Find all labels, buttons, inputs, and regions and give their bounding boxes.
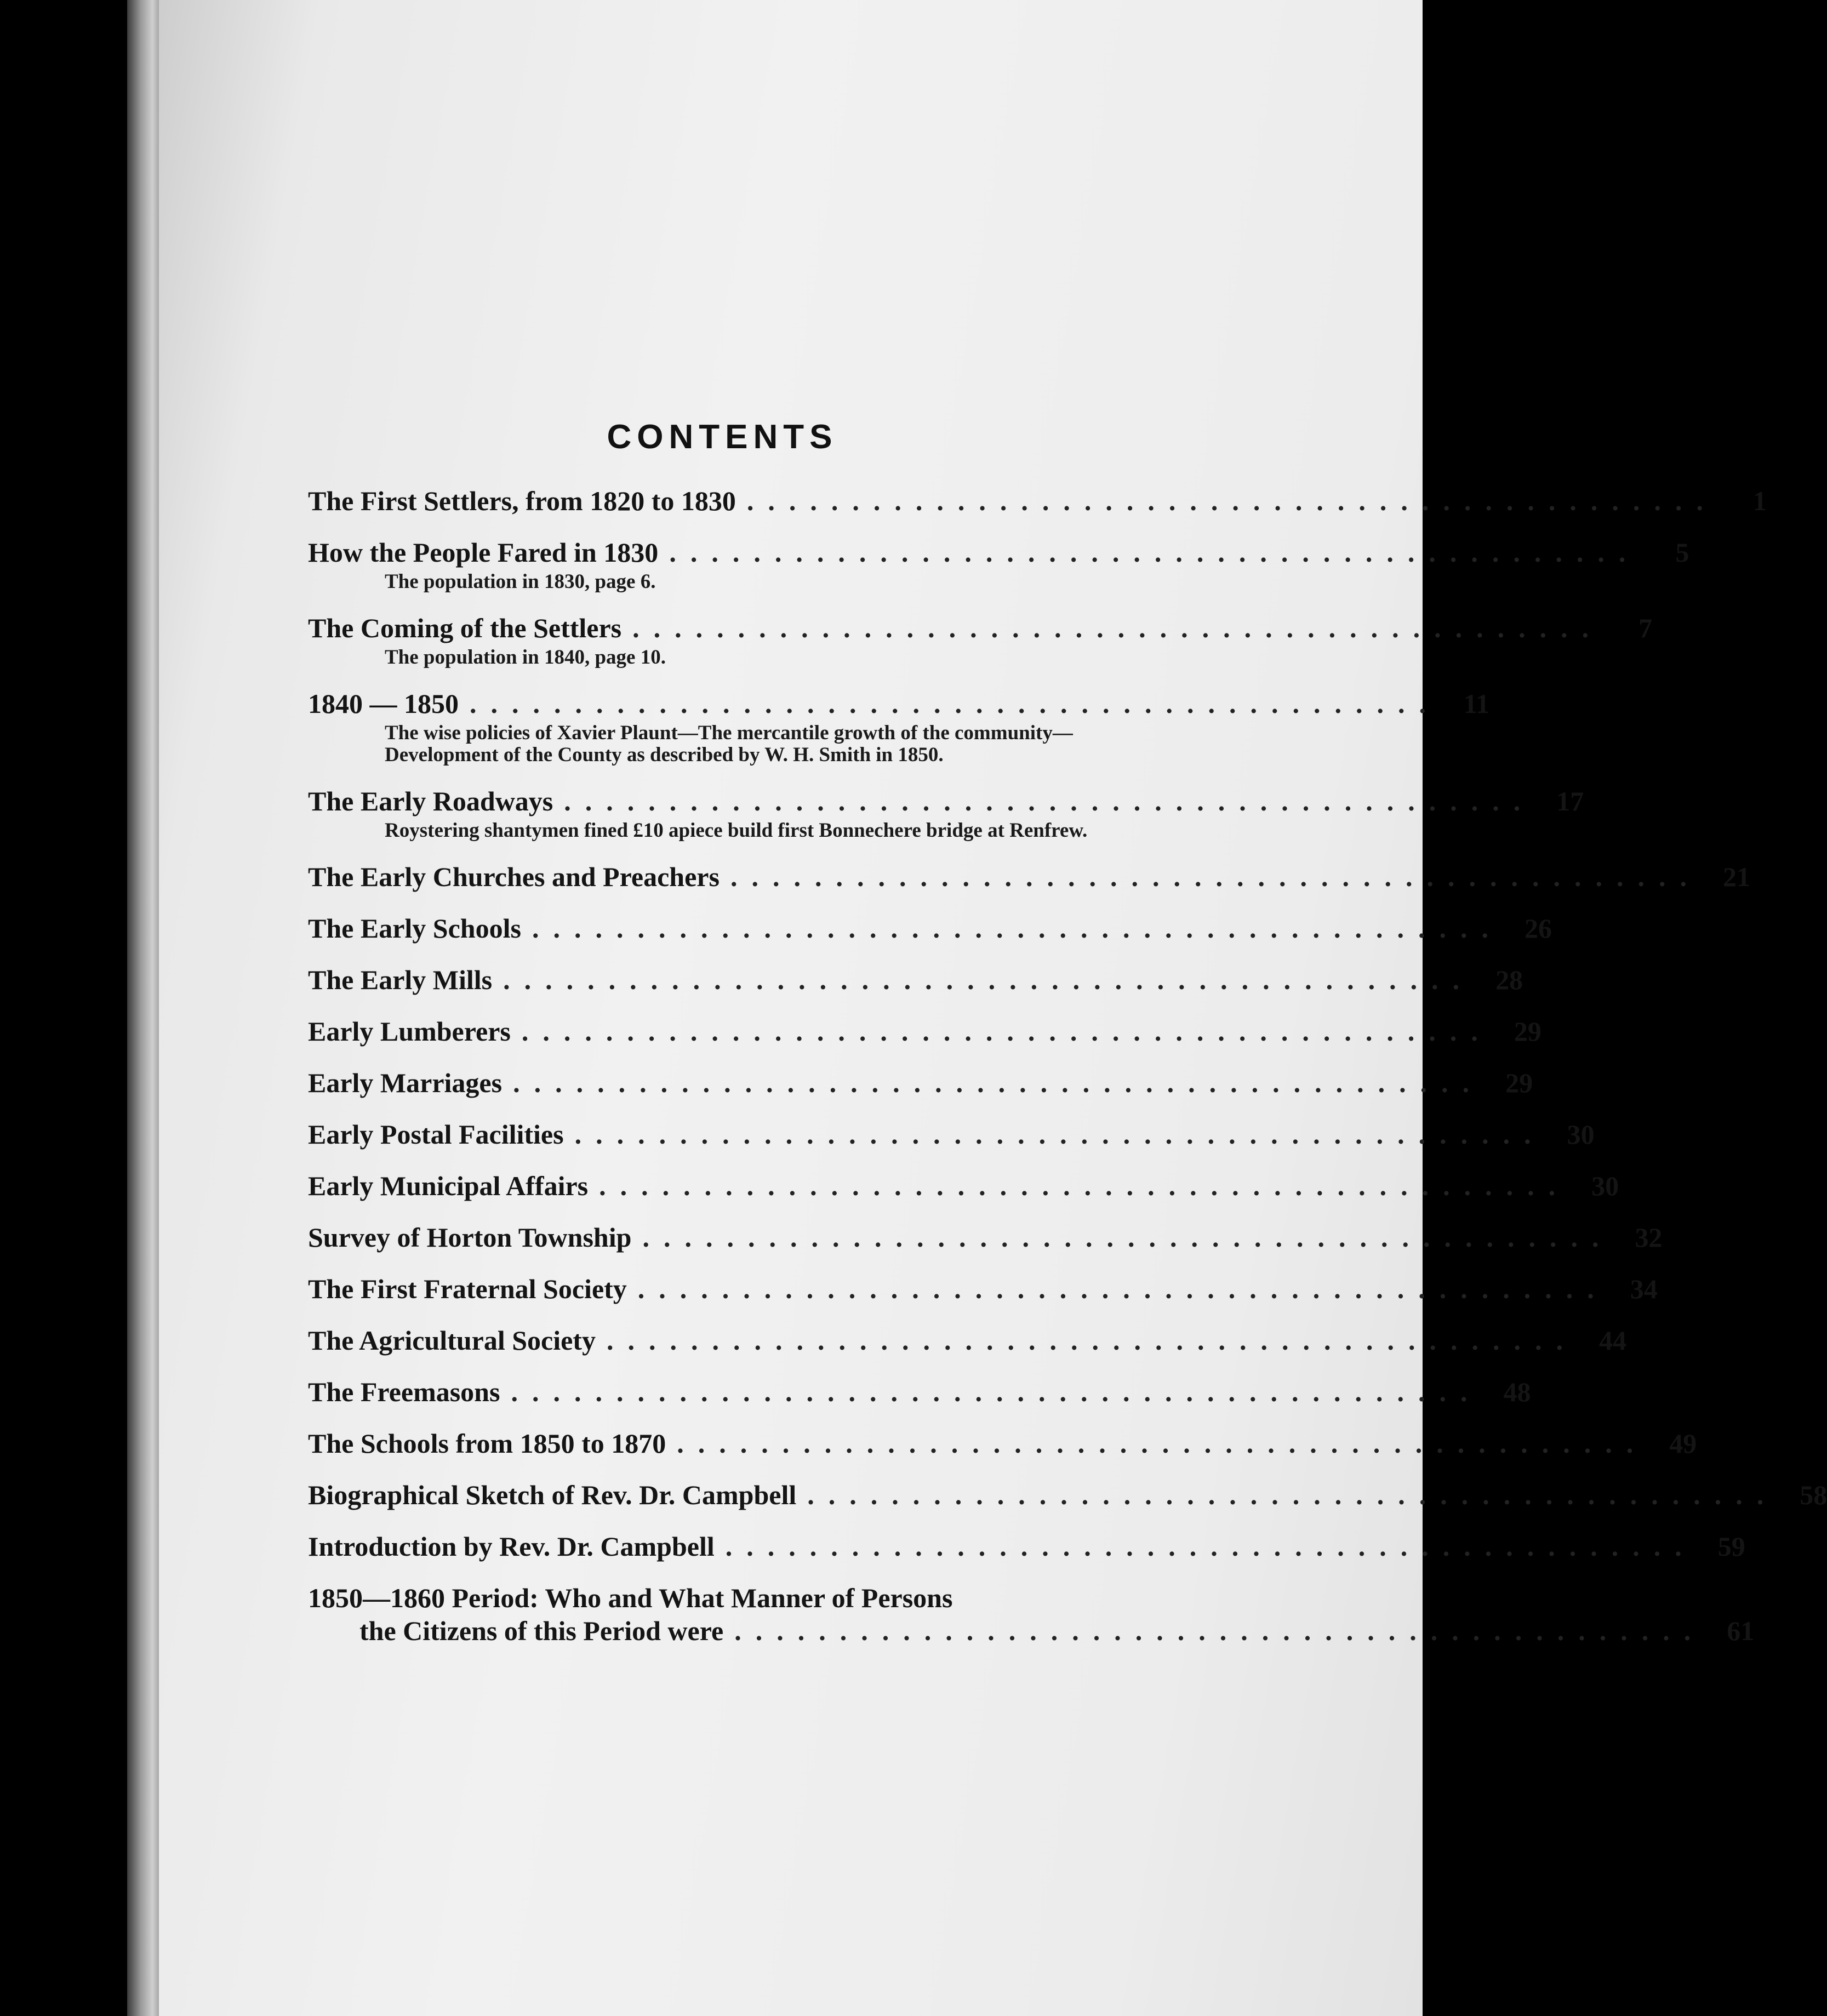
entry-page: 28	[1495, 964, 1523, 995]
entry-title: The Early Mills	[308, 964, 493, 995]
toc-entry	[308, 1427, 1697, 1460]
toc-entry-last	[308, 1581, 1755, 1647]
entry-page: 26	[1524, 913, 1552, 944]
entry-title: Early Postal Facilities	[308, 1119, 564, 1150]
entry-subtitle: Roystering shantymen fined £10 apiece build first Bonnechere bridge at Renfrew.	[385, 819, 1088, 842]
dot-leader: ..............................................	[470, 688, 1440, 719]
toc-entry	[308, 536, 1689, 593]
entry-title: The Early Churches and Preachers	[308, 861, 720, 892]
dot-leader: ..............................................	[669, 537, 1640, 568]
entry-title: The First Fraternal Society	[308, 1273, 627, 1304]
entry-page: 61	[1727, 1615, 1755, 1646]
toc-entry	[308, 1324, 1626, 1357]
toc-entry	[308, 1272, 1658, 1305]
toc-entry	[308, 912, 1552, 945]
table-of-contents	[308, 484, 1827, 1666]
entry-title: The Early Schools	[308, 913, 521, 944]
entry-page: 21	[1722, 861, 1750, 892]
toc-entry	[308, 687, 1489, 766]
entry-page: 49	[1669, 1428, 1697, 1459]
dot-leader: ..............................................	[532, 913, 1503, 944]
dot-leader: ..............................................	[606, 1325, 1577, 1356]
entry-page: 32	[1635, 1222, 1663, 1253]
entry-title: The Early Roadways	[308, 786, 553, 816]
entry-title: Survey of Horton Township	[308, 1222, 632, 1253]
entry-subtitle: The population in 1830, page 6.	[385, 570, 656, 593]
entry-title: The Coming of the Settlers	[308, 613, 622, 643]
entry-page: 48	[1503, 1377, 1531, 1407]
entry-page: 44	[1598, 1325, 1626, 1356]
entry-title: The Agricultural Society	[308, 1325, 596, 1356]
dot-leader: ..............................................	[730, 861, 1701, 892]
entry-title: Early Marriages	[308, 1067, 503, 1098]
entry-title: The First Settlers, from 1820 to 1830	[308, 486, 736, 516]
entry-page: 7	[1638, 613, 1653, 643]
entry-page: 29	[1514, 1016, 1541, 1047]
toc-entry	[308, 1118, 1595, 1151]
entry-title: How the People Fared in 1830	[308, 537, 659, 568]
entry-page: 5	[1675, 537, 1689, 568]
toc-entry	[308, 860, 1750, 893]
dot-leader: ..............................................	[564, 786, 1535, 816]
dot-leader: ..............................................	[807, 1480, 1778, 1510]
entry-subtitle: The population in 1840, page 10.	[385, 646, 666, 669]
entry-title-line1: 1850—1860 Period: Who and What Manner of Persons	[308, 1583, 953, 1613]
entry-title: The Freemasons	[308, 1377, 500, 1407]
entry-page: 30	[1591, 1170, 1619, 1201]
entry-page: 17	[1556, 786, 1584, 816]
entry-title: Early Municipal Affairs	[308, 1170, 589, 1201]
entry-page: 59	[1717, 1531, 1745, 1562]
toc-entry	[308, 1375, 1531, 1408]
toc-entry	[308, 785, 1584, 842]
dot-leader: ..............................................	[734, 1615, 1705, 1646]
entry-title: The Schools from 1850 to 1870	[308, 1428, 666, 1459]
dot-leader: ..............................................	[637, 1273, 1608, 1304]
dot-leader: ..............................................	[599, 1170, 1570, 1201]
contents-heading: CONTENTS	[607, 418, 838, 456]
dot-leader: ..............................................	[574, 1119, 1545, 1150]
toc-entry	[308, 484, 1767, 517]
dot-leader: ..............................................	[746, 486, 1717, 516]
dot-leader: ..............................................	[521, 1016, 1492, 1047]
toc-entry	[308, 1015, 1541, 1048]
entry-page: 34	[1630, 1273, 1658, 1304]
entry-title: Introduction by Rev. Dr. Campbell	[308, 1531, 715, 1562]
dot-leader: ..............................................	[511, 1377, 1482, 1407]
toc-entry	[308, 1066, 1533, 1099]
entry-page: 29	[1505, 1067, 1533, 1098]
entry-page: 1	[1752, 486, 1767, 516]
toc-entry	[308, 1221, 1663, 1254]
toc-entry	[308, 1478, 1827, 1511]
entry-subtitle: The wise policies of Xavier Plaunt—The mercantile growth of the community—Development of the County as described by W. H. Smith in 1850.	[385, 722, 1073, 766]
toc-entry	[308, 612, 1653, 669]
dot-leader: ..............................................	[677, 1428, 1648, 1459]
dot-leader: ..............................................	[632, 613, 1603, 643]
entry-title: Biographical Sketch of Rev. Dr. Campbell	[308, 1480, 797, 1510]
entry-page: 30	[1567, 1119, 1595, 1150]
entry-title-line2: the Citizens of this Period were	[359, 1615, 724, 1646]
entry-title: Early Lumberers	[308, 1016, 511, 1047]
dot-leader: ..............................................	[503, 964, 1474, 995]
entry-title: 1840 — 1850	[308, 688, 459, 719]
dot-leader: ..............................................	[513, 1067, 1484, 1098]
toc-entry	[308, 1530, 1745, 1563]
toc-entry	[308, 963, 1523, 996]
entry-page: 58	[1800, 1480, 1827, 1510]
toc-entry	[308, 1169, 1619, 1202]
dot-leader: ..............................................	[725, 1531, 1696, 1562]
entry-page: 11	[1463, 688, 1489, 719]
dot-leader: ..............................................	[642, 1222, 1613, 1253]
